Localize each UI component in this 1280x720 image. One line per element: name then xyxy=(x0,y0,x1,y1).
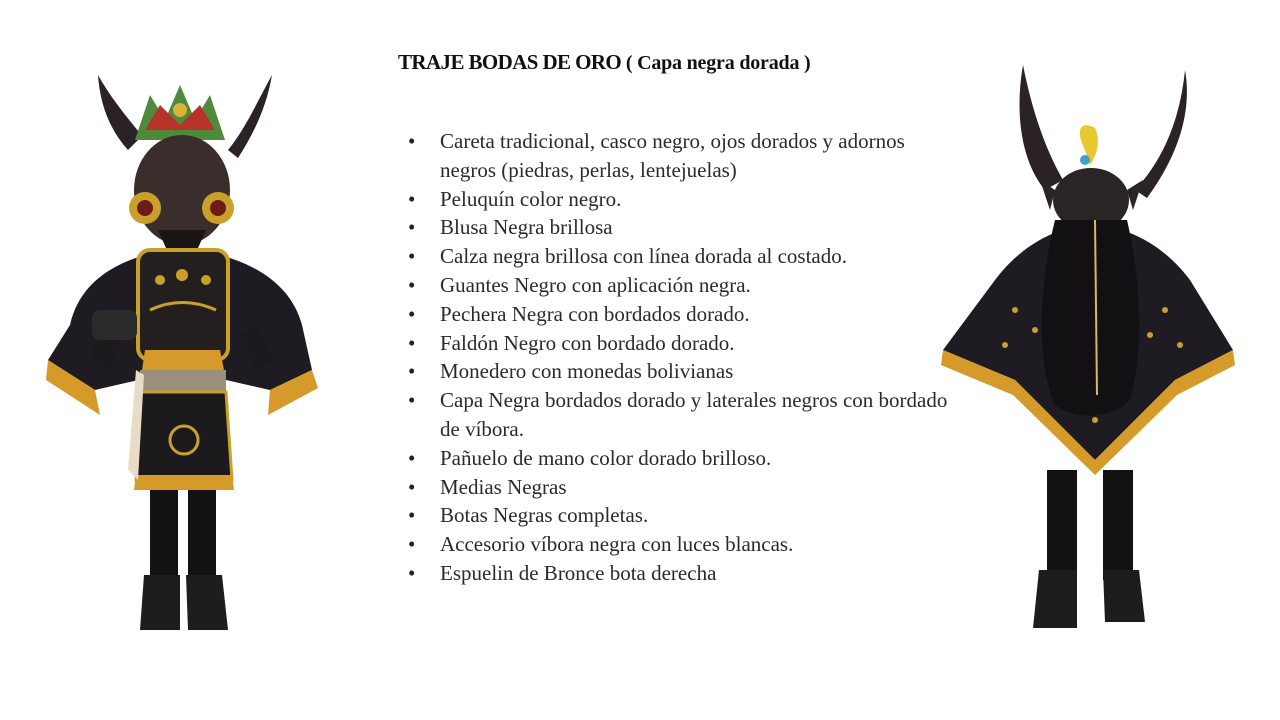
title-main: TRAJE BODAS DE ORO xyxy=(398,50,622,74)
list-item: • Careta tradicional, casco negro, ojos dorados y adornos negros (piedras, perlas, lentejuelas) xyxy=(408,127,948,185)
list-item: • Calza negra brillosa con línea dorada al costado. xyxy=(408,242,948,271)
list-item: • Peluquín color negro. xyxy=(408,185,948,214)
list-item: • Capa Negra bordados dorado y laterales negros con bordado de víbora. xyxy=(408,386,948,444)
costume-front-illustration xyxy=(40,70,325,635)
list-item: • Guantes Negro con aplicación negra. xyxy=(408,271,948,300)
title-subtitle: ( Capa negra dorada ) xyxy=(625,52,811,74)
list-item: • Espuelin de Bronce bota derecha xyxy=(408,559,948,588)
slide-title xyxy=(398,50,811,75)
costume-back-photo xyxy=(935,60,1240,635)
list-item: • Faldón Negro con bordado dorado. xyxy=(408,329,948,358)
list-item: • Monedero con monedas bolivianas xyxy=(408,357,948,386)
costume-items-list xyxy=(408,127,948,588)
list-item: • Accesorio víbora negra con luces blancas. xyxy=(408,530,948,559)
list-item: • Pechera Negra con bordados dorado. xyxy=(408,300,948,329)
list-item: • Medias Negras xyxy=(408,473,948,502)
list-item: • Blusa Negra brillosa xyxy=(408,213,948,242)
costume-front-photo xyxy=(40,70,325,635)
list-item: • Botas Negras completas. xyxy=(408,501,948,530)
costume-back-illustration xyxy=(935,60,1240,635)
list-item: • Pañuelo de mano color dorado brilloso. xyxy=(408,444,948,473)
